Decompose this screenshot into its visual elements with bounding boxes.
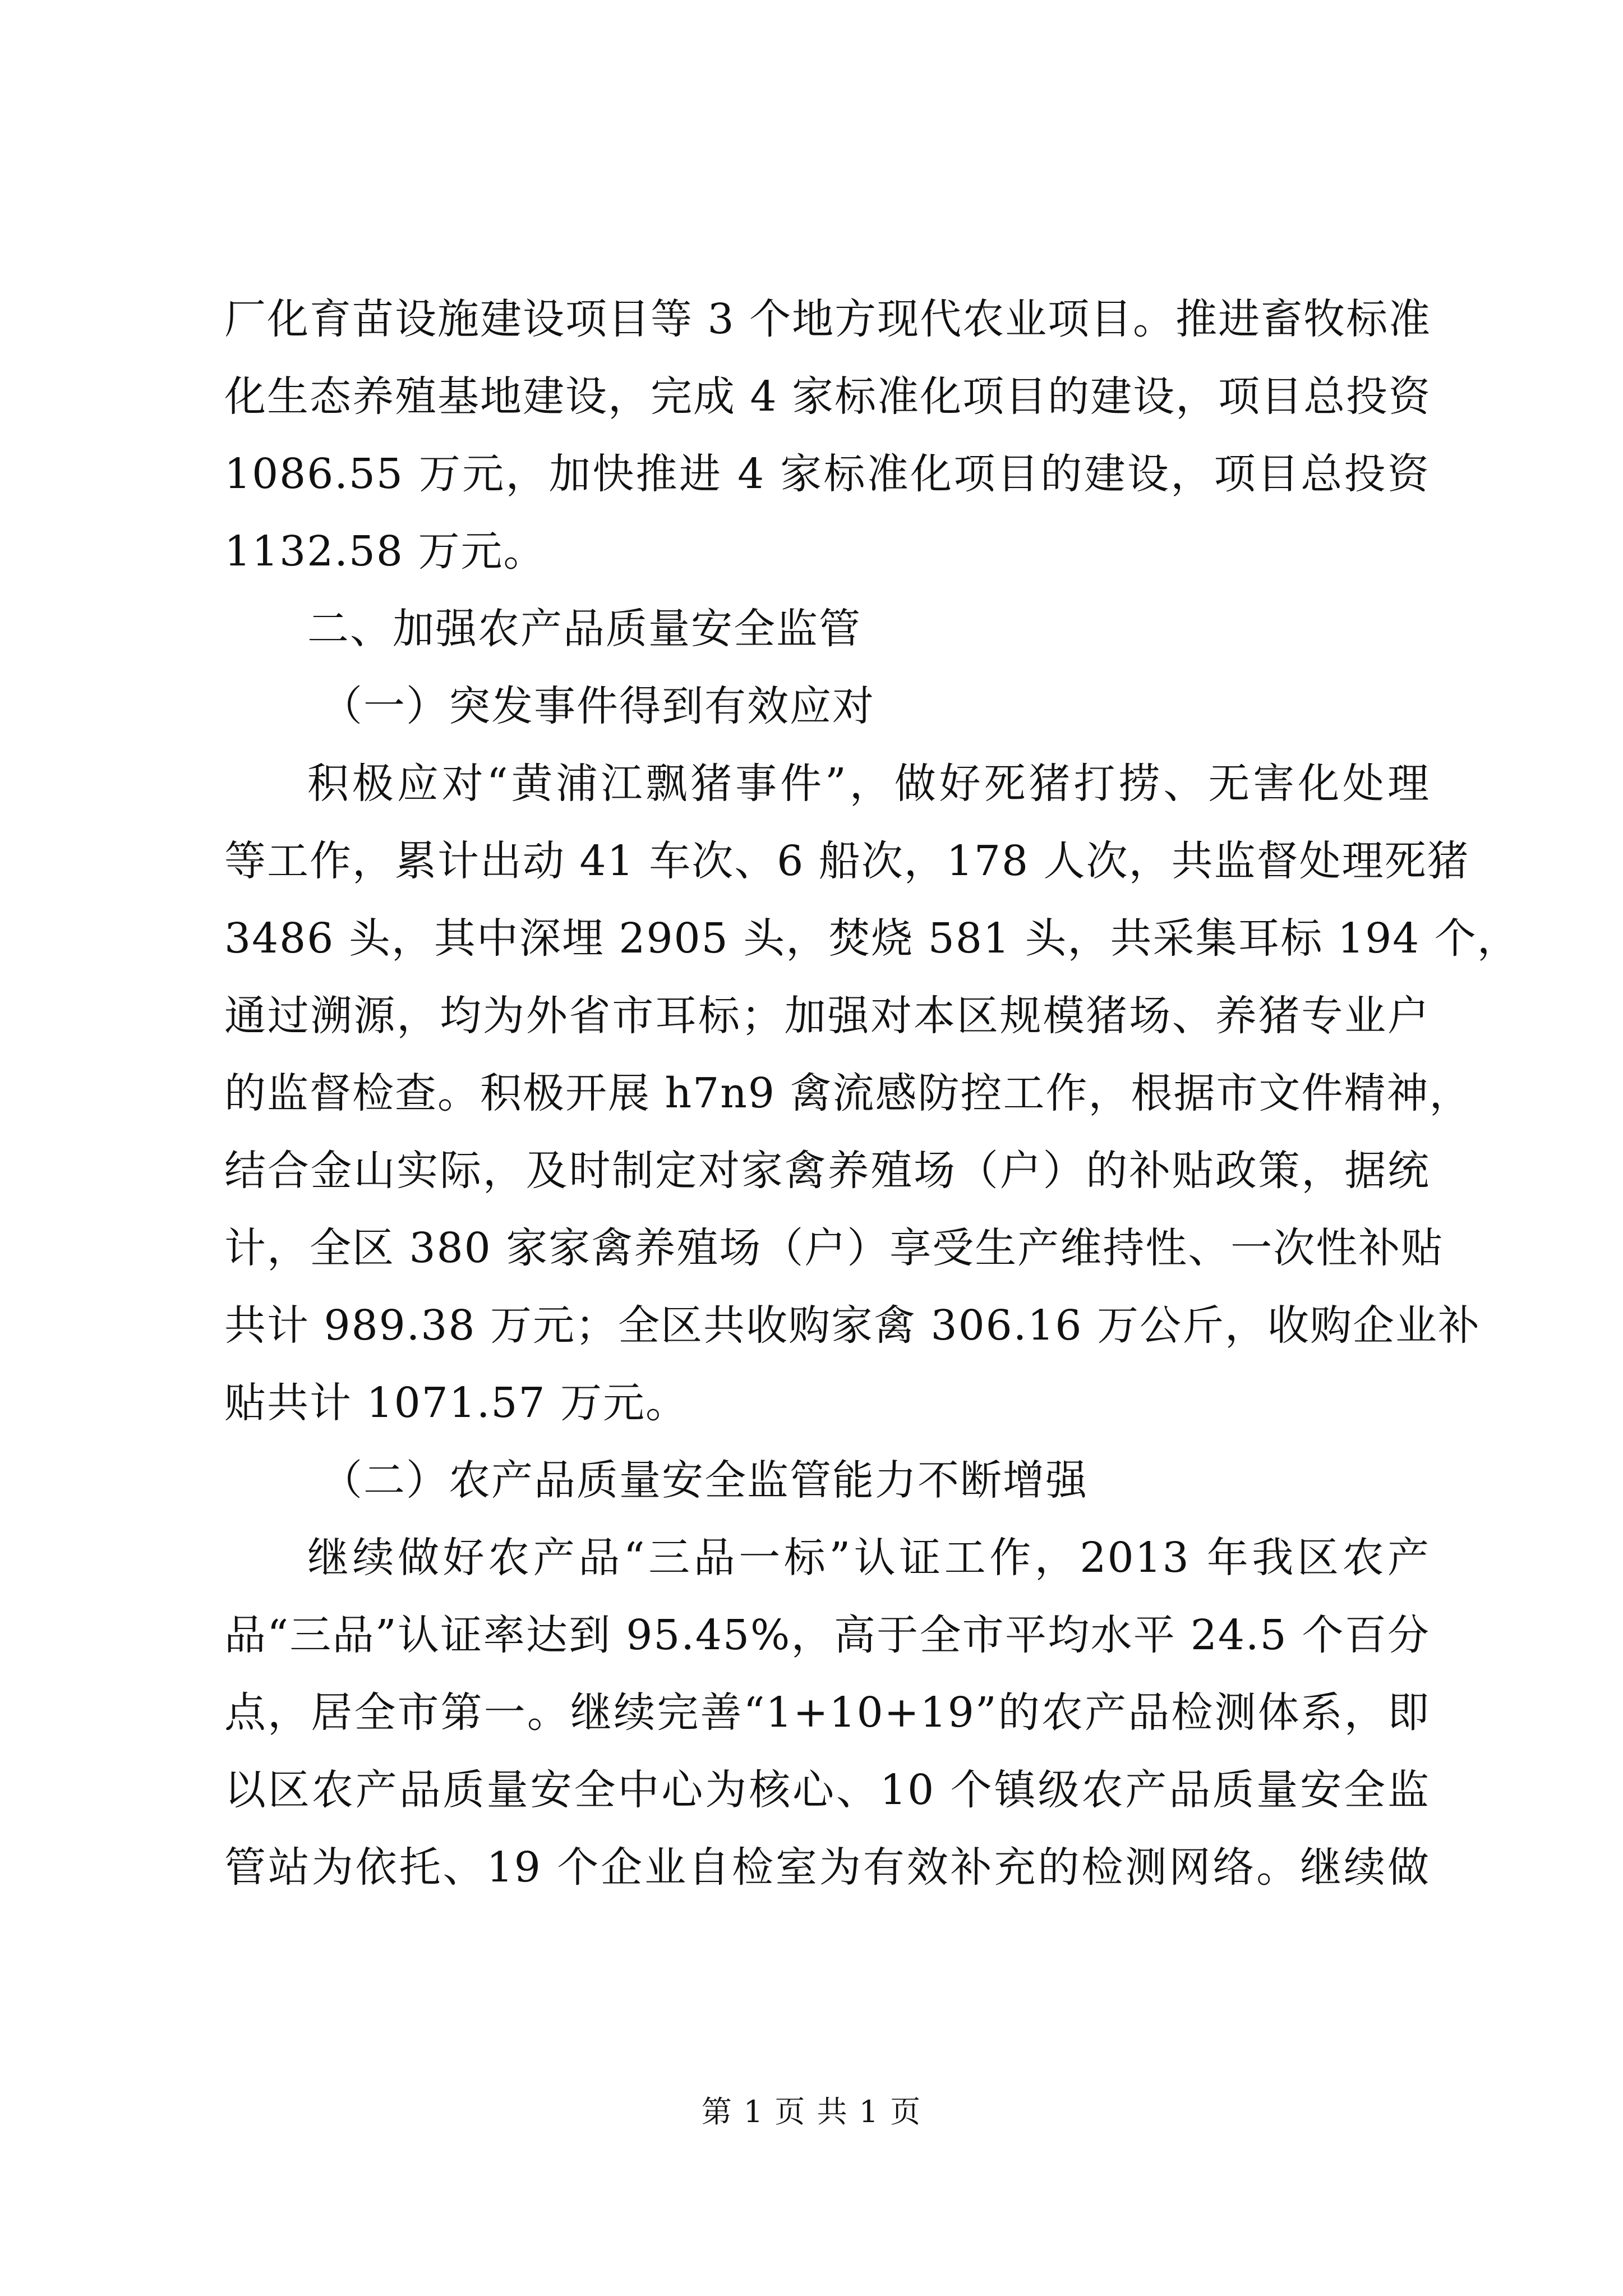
paragraph-line: 1132.58 万元。 (224, 527, 546, 576)
paragraph-line: 贴共计 1071.57 万元。 (224, 1379, 689, 1427)
paragraph-line: 化生态养殖基地建设，完成 4 家标准化项目的建设，项目总投资 (224, 372, 1432, 421)
paragraph-line: 品“三品”认证率达到 95.45%，高于全市平均水平 24.5 个百分 (224, 1611, 1430, 1659)
paragraph-line: 等工作，累计出动 41 车次、6 船次，178 人次，共监督处理死猪 (224, 837, 1470, 885)
paragraph-line: 积极应对“黄浦江飘猪事件”，做好死猪打捞、无害化处理 (307, 760, 1430, 808)
paragraph-line: 计，全区 380 家家禽养殖场（户）享受生产维持性、一次性补贴 (224, 1224, 1444, 1272)
page-footer: 第 1 页 共 1 页 (701, 2094, 922, 2129)
paragraph-line: 结合金山实际，及时制定对家禽养殖场（户）的补贴政策，据统 (224, 1147, 1430, 1195)
document-body (224, 280, 1520, 1906)
subsection-heading: （一）突发事件得到有效应对 (321, 682, 875, 730)
paragraph-line: 通过溯源，均为外省市耳标；加强对本区规模猪场、养猪专业户 (224, 992, 1430, 1040)
paragraph-line: 共计 989.38 万元；全区共收购家禽 306.16 万公斤，收购企业补 (224, 1301, 1481, 1350)
paragraph-line: 的监督检查。积极开展 h7n9 禽流感防控工作，根据市文件精神， (224, 1069, 1472, 1117)
paragraph-line: 继续做好农产品“三品一标”认证工作，2013 年我区农产 (307, 1534, 1430, 1582)
subsection-heading: （二）农产品质量安全监管能力不断增强 (321, 1456, 1088, 1504)
paragraph-line: 管站为依托、19 个企业自检室为有效补充的检测网络。继续做 (224, 1843, 1430, 1892)
paragraph-line: 1086.55 万元，加快推进 4 家标准化项目的建设，项目总投资 (224, 450, 1430, 498)
paragraph-line: 厂化育苗设施建设项目等 3 个地方现代农业项目。推进畜牧标准 (224, 295, 1432, 343)
paragraph-line: 点，居全市第一。继续完善“1+10+19”的农产品检测体系，即 (224, 1688, 1430, 1737)
section-heading: 二、加强农产品质量安全监管 (307, 605, 861, 653)
paragraph-line: 以区农产品质量安全中心为核心、10 个镇级农产品质量安全监 (224, 1766, 1430, 1814)
paragraph-line: 3486 头，其中深埋 2905 头，焚烧 581 头，共采集耳标 194 个， (224, 914, 1520, 963)
